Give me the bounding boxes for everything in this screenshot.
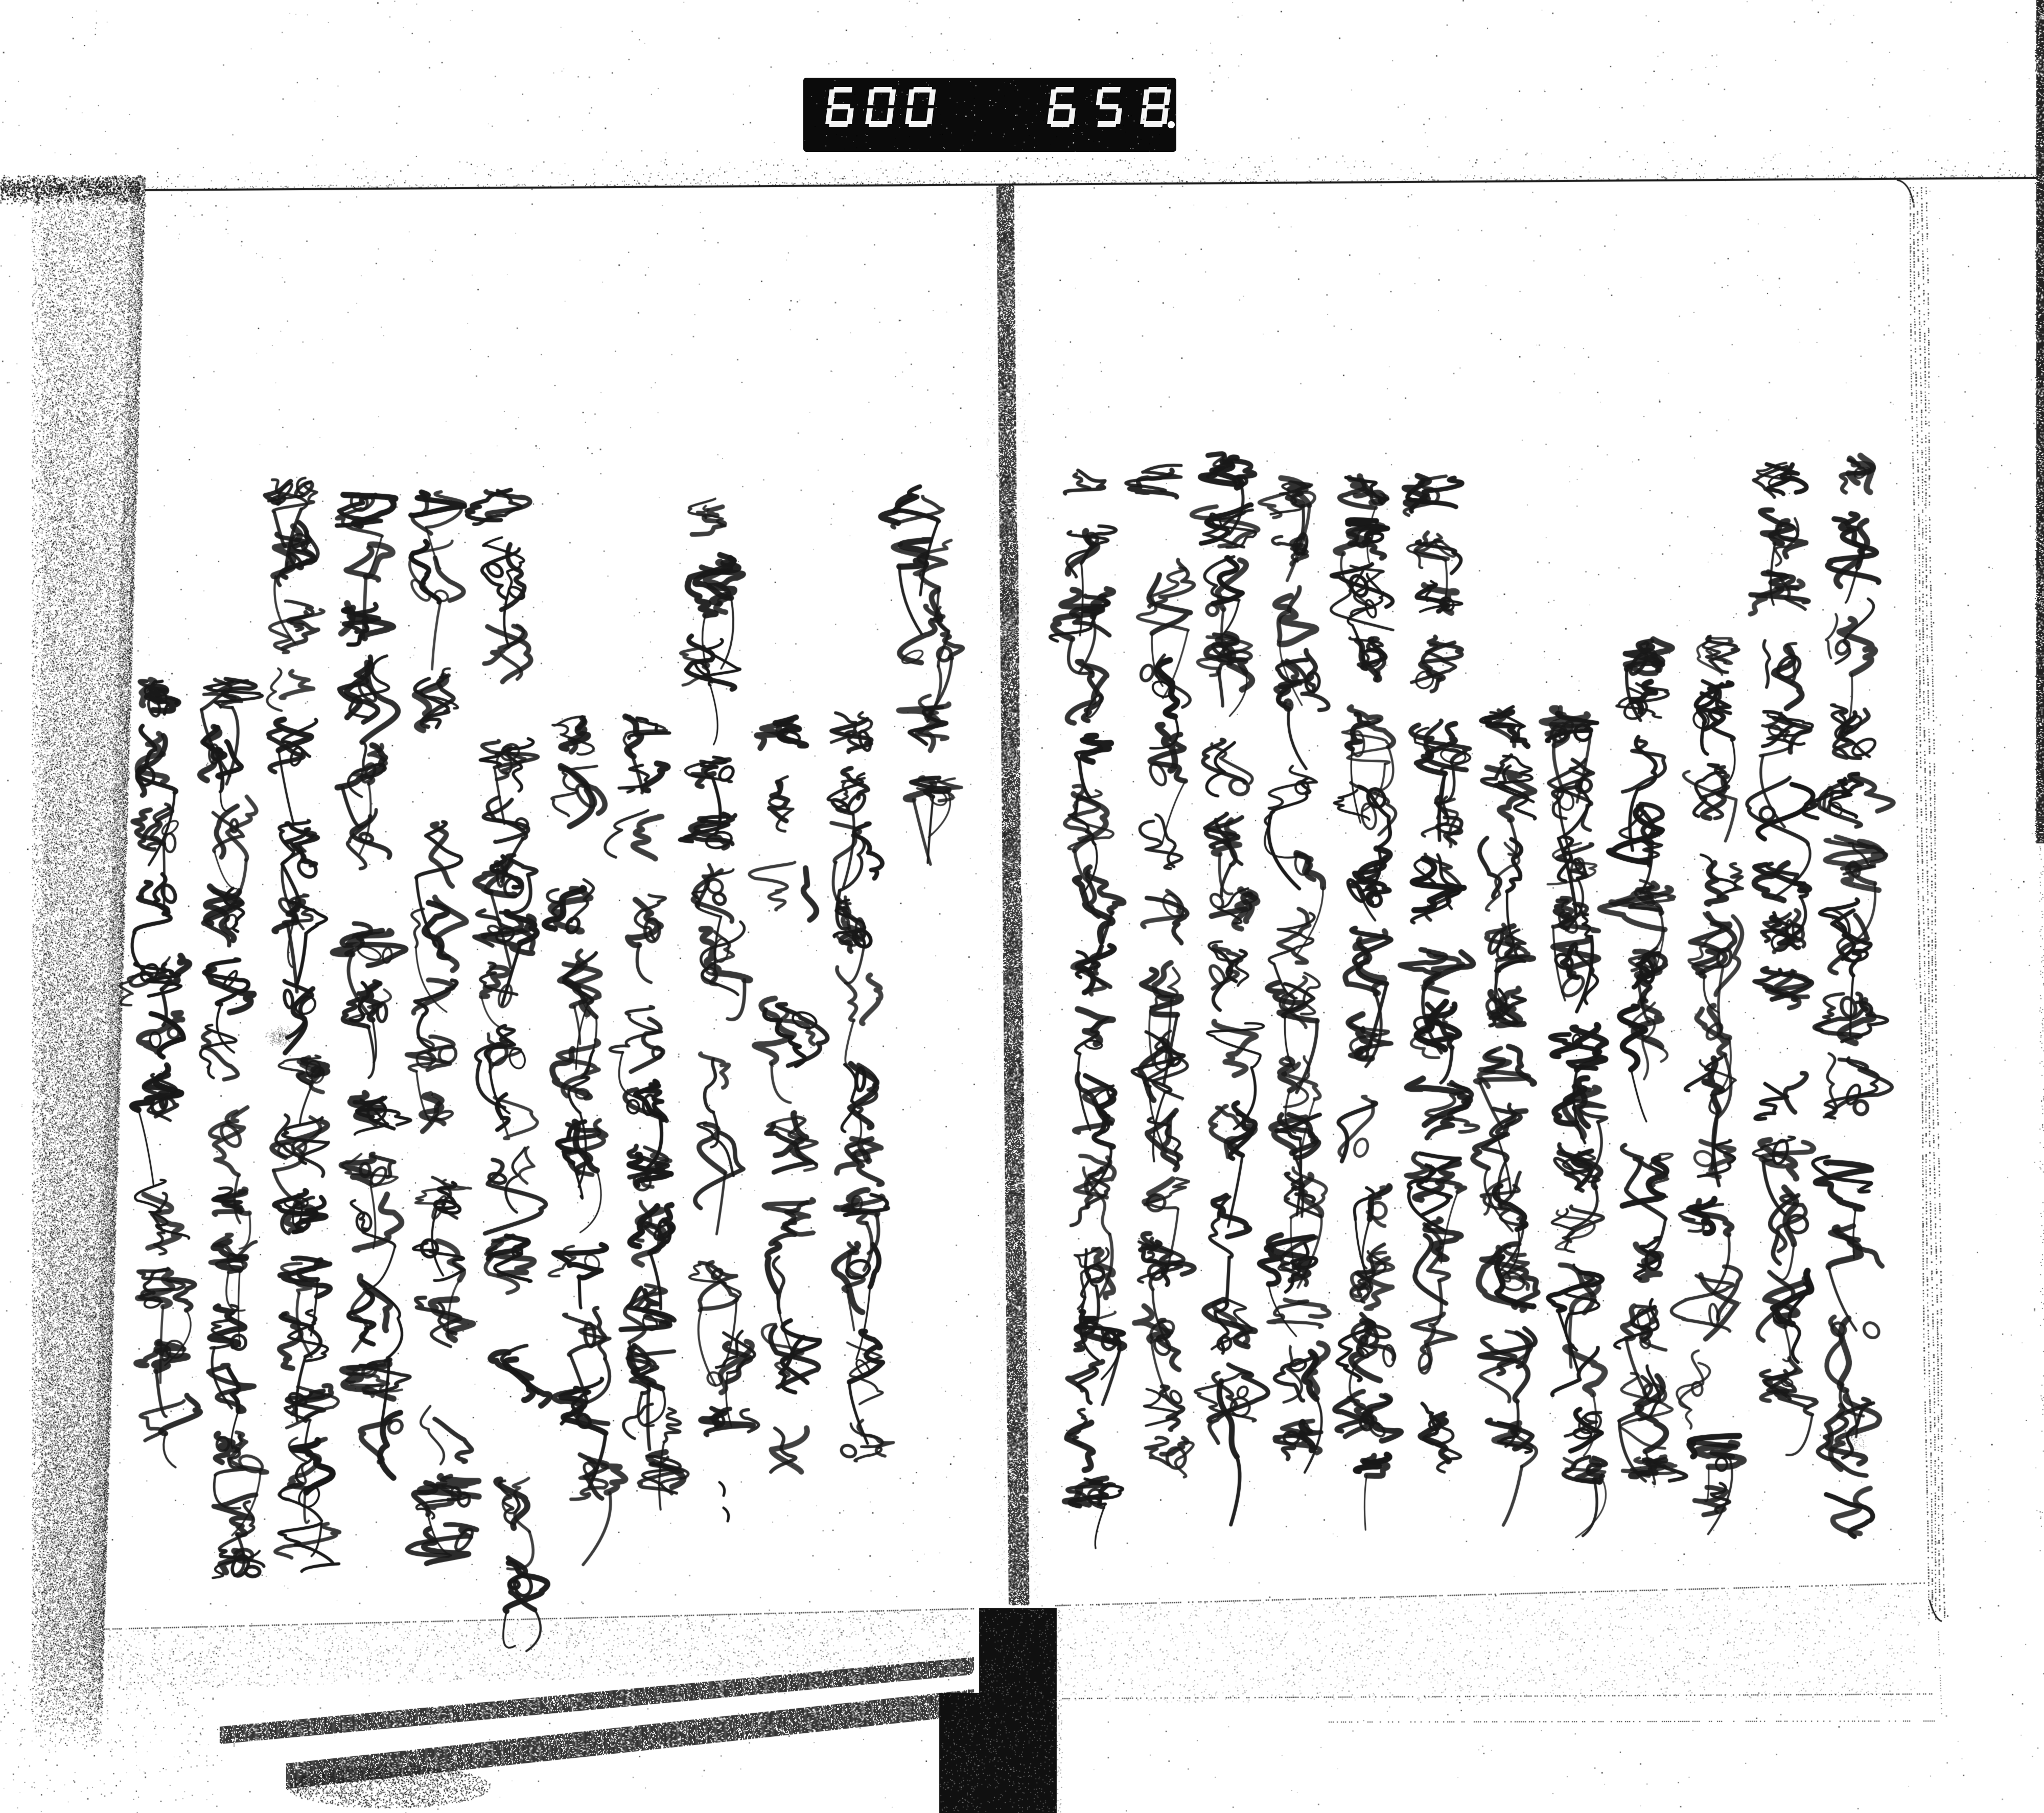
counter-decimal-dot	[1168, 121, 1175, 128]
seven-segment-digits	[803, 78, 1176, 152]
counter-digits-right	[1047, 87, 1171, 127]
frame-counter	[803, 78, 1176, 152]
counter-digits-left	[825, 87, 936, 127]
